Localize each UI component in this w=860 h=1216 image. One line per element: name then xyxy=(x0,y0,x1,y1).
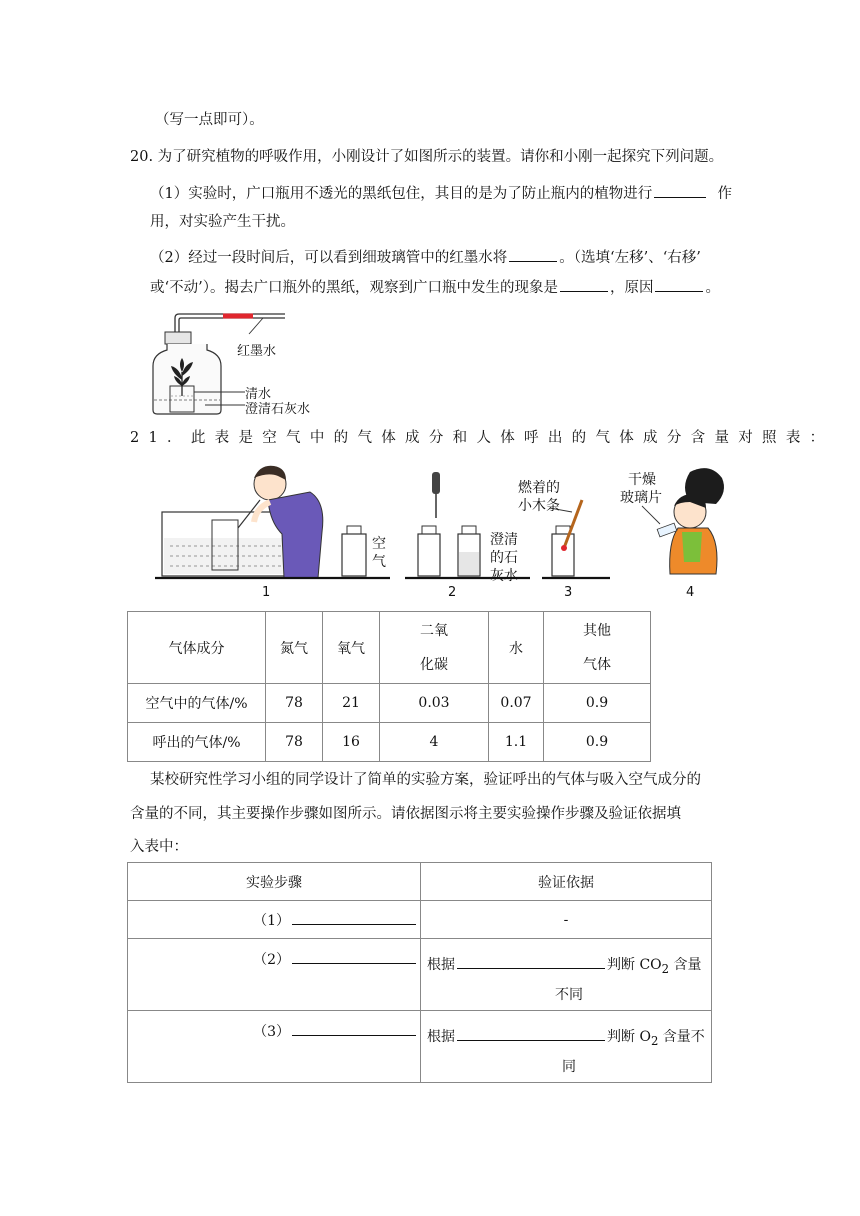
step-number: （2） xyxy=(253,952,290,968)
table-row xyxy=(128,939,712,1011)
answer-blank[interactable] xyxy=(457,954,605,969)
header-steps: 实验步骤 xyxy=(128,863,421,901)
q20-part2-text-e: 。 xyxy=(705,280,720,296)
q20-part2-text-b: 。（选填‘左移’、‘右移’ xyxy=(559,250,701,266)
answer-blank[interactable] xyxy=(292,910,416,925)
basis-cell-3 xyxy=(421,1011,712,1083)
step-number: （3） xyxy=(253,1024,290,1040)
header-gas-component: 气体成分 xyxy=(128,612,266,684)
q20-stem: 20. 为了研究植物的呼吸作用，小刚设计了如图所示的装置。请你和小刚一起探究下列问题。 xyxy=(130,149,724,165)
answer-blank[interactable] xyxy=(292,949,416,964)
figure-number-2: 2 xyxy=(448,585,457,600)
cell-value: 21 xyxy=(323,684,380,723)
q21-paragraph-3: 入表中： xyxy=(130,839,188,855)
label-air-2: 气 xyxy=(372,554,386,570)
basis-text: 判断 O xyxy=(607,1029,651,1045)
q21-paragraph-1: 某校研究性学习小组的同学设计了简单的实验方案，验证呼出的气体与吸入空气成分的 xyxy=(150,772,701,788)
header-other-line1: 其他 xyxy=(583,622,611,639)
label-stick-1: 燃着的 xyxy=(518,480,560,496)
header-water: 水 xyxy=(489,612,544,684)
basis-text: 判断 CO xyxy=(607,957,662,973)
header-co2-line1: 二氧 xyxy=(420,622,448,639)
basis-cell-1: - xyxy=(421,901,712,939)
q20-part2-line2 xyxy=(150,277,720,298)
basis-text-line2: 不同 xyxy=(555,986,583,1003)
cell-value: 0.9 xyxy=(544,684,651,723)
q21-stem: 21．此表是空气中的气体成分和人体呼出的气体成分含量对照表： xyxy=(130,430,834,446)
cell-value: 78 xyxy=(266,723,323,762)
table-row xyxy=(128,901,712,939)
header-nitrogen: 氮气 xyxy=(266,612,323,684)
label-glass-2: 玻璃片 xyxy=(620,490,662,506)
q20-part1-line1 xyxy=(150,183,732,204)
step-cell-1 xyxy=(128,901,421,939)
q21-paragraph-2: 含量的不同，其主要操作步骤如图所示。请依据图示将主要实验操作步骤及验证依据填 xyxy=(130,806,681,822)
exp-header-row xyxy=(128,863,712,901)
q20-part2-text: （2）经过一段时间后，可以看到细玻璃管中的红墨水将 xyxy=(150,250,508,266)
step-cell-2 xyxy=(128,939,421,1011)
basis-text: 根据 xyxy=(427,957,455,973)
q20-part1-line2: 用，对实验产生干扰。 xyxy=(150,214,295,230)
q19-tail: （写一点即可）。 xyxy=(155,112,264,128)
answer-blank[interactable] xyxy=(457,1026,605,1041)
step-cell-3 xyxy=(128,1011,421,1083)
basis-text-line2: 同 xyxy=(562,1058,576,1075)
label-water: 清水 xyxy=(245,387,272,402)
subscript: 2 xyxy=(650,1033,659,1048)
table-row xyxy=(128,1011,712,1083)
label-air-1: 空 xyxy=(372,536,386,552)
table-row xyxy=(128,723,651,762)
answer-blank[interactable] xyxy=(655,277,703,292)
cell-value: 16 xyxy=(323,723,380,762)
cell-value: 0.03 xyxy=(380,684,489,723)
label-glass-1: 干燥 xyxy=(628,472,656,488)
label-limewater-3: 灰水 xyxy=(490,568,518,584)
basis-text: 含量不 xyxy=(658,1029,705,1045)
header-co2-line2: 化碳 xyxy=(420,656,448,673)
header-other xyxy=(544,612,651,684)
cell-value: 78 xyxy=(266,684,323,723)
row-label: 空气中的气体/% xyxy=(128,684,266,723)
experiment-steps-table xyxy=(127,862,712,1083)
breath-experiment-figure xyxy=(150,462,740,602)
q20-part2-text-d: ，原因 xyxy=(609,280,654,296)
respiration-apparatus-figure xyxy=(145,310,325,420)
table-header-row xyxy=(128,612,651,684)
table-row xyxy=(128,684,651,723)
q20-part1-text-b: 作 xyxy=(717,186,732,202)
burning-stick-icon xyxy=(564,500,582,548)
subscript: 2 xyxy=(661,961,670,976)
q20-part2-text-c: 或‘不动’）。揭去广口瓶外的黑纸，观察到广口瓶中发生的现象是 xyxy=(150,280,558,296)
label-limewater-1: 澄清 xyxy=(490,532,518,548)
header-basis: 验证依据 xyxy=(421,863,712,901)
red-ink-drop xyxy=(223,314,253,319)
q20-part2-line1 xyxy=(150,247,701,268)
label-red-ink: 红墨水 xyxy=(237,344,277,359)
row-label: 呼出的气体/% xyxy=(128,723,266,762)
basis-text: 根据 xyxy=(427,1029,455,1045)
q20-part1-text: （1）实验时，广口瓶用不透光的黑纸包住，其目的是为了防止瓶内的植物进行 xyxy=(150,186,653,202)
header-other-line2: 气体 xyxy=(583,656,611,673)
label-limewater: 澄清石灰水 xyxy=(245,402,311,417)
cell-value: 0.07 xyxy=(489,684,544,723)
gas-composition-table xyxy=(127,611,651,762)
step-number: （1） xyxy=(253,912,290,929)
basis-text: 含量 xyxy=(669,957,702,973)
answer-blank[interactable] xyxy=(509,247,557,262)
label-limewater-2: 的石 xyxy=(490,550,518,566)
answer-blank[interactable] xyxy=(292,1021,416,1036)
header-oxygen: 氧气 xyxy=(323,612,380,684)
header-co2 xyxy=(380,612,489,684)
figure-number-1: 1 xyxy=(262,585,271,600)
basis-cell-2 xyxy=(421,939,712,1011)
answer-blank[interactable] xyxy=(654,183,706,198)
cell-value: 4 xyxy=(380,723,489,762)
label-stick-2: 小木条 xyxy=(518,498,560,514)
answer-blank[interactable] xyxy=(560,277,608,292)
figure-number-4: 4 xyxy=(686,585,695,600)
figure-number-3: 3 xyxy=(564,585,573,600)
cell-value: 1.1 xyxy=(489,723,544,762)
cell-value: 0.9 xyxy=(544,723,651,762)
